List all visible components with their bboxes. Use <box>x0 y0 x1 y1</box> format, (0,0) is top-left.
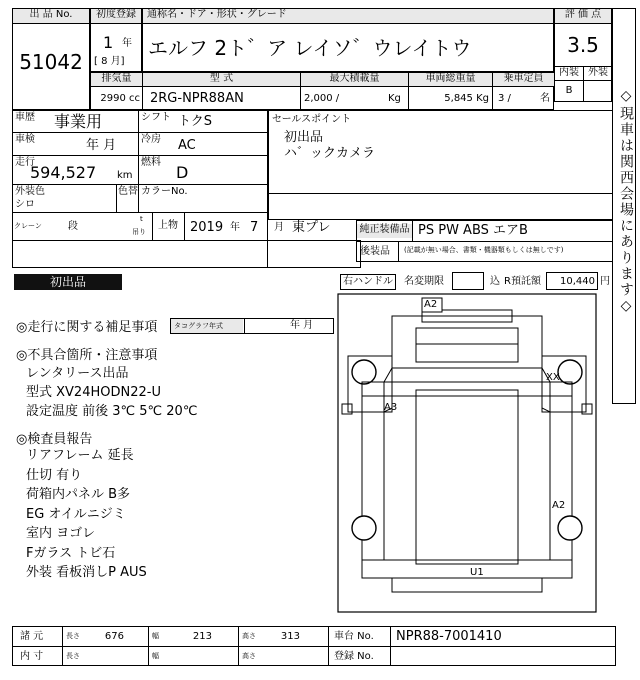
inspector-note-line: EG オイルニジミ <box>26 506 126 522</box>
interior-grade-label: 内装 <box>559 67 579 78</box>
width-label: 幅 <box>152 632 159 640</box>
recycle-included-label: 込 <box>490 276 500 287</box>
sales-points-cell <box>268 110 612 220</box>
damage-mark-a2-top: A2 <box>424 299 438 310</box>
sales-point-1: 初出品 <box>284 130 324 145</box>
sales-points-label: セールスポイント <box>272 114 352 125</box>
dimensions-label: 諸 元 <box>20 631 44 642</box>
defect-line: 型式 XV24HODN22-U <box>26 385 161 400</box>
history: 事業用 <box>54 112 103 131</box>
inner-height-label: 高さ <box>242 652 256 660</box>
history-label: 車歴 <box>15 112 35 123</box>
rating-label: 評 価 点 <box>555 9 611 23</box>
inspector-note-line: リアフレーム 延長 <box>26 448 134 463</box>
body-label: 上物 <box>158 220 178 231</box>
exterior-grade-label: 外装 <box>588 67 608 78</box>
gross-weight-label: 車両総重量 <box>409 73 492 86</box>
capacity-unit: 名 <box>540 93 550 104</box>
inspection-label: 車検 <box>15 134 35 145</box>
body-maker: 東プレ <box>292 220 331 235</box>
capacity: 3 / <box>498 93 511 104</box>
inner-width-label: 幅 <box>152 652 159 660</box>
inner-dimensions-label: 内 寸 <box>20 651 44 662</box>
inspection: 年 月 <box>86 138 117 153</box>
color-change-label: 色替 <box>118 186 138 197</box>
inspector-note-line: 荷箱内パネル B多 <box>26 487 131 502</box>
inner-length-label: 長さ <box>66 652 80 660</box>
recycle-deposit: 10,440 <box>560 276 595 287</box>
genuine-equipment: PS PW ABS エアB <box>418 223 528 238</box>
registration-number-label: 登録 No. <box>334 651 374 662</box>
body-month: 7 <box>250 220 259 235</box>
first-registration-year: 1 <box>103 33 114 52</box>
damage-mark-u1: U1 <box>470 567 484 578</box>
damage-mark-xx: XX <box>546 372 560 383</box>
shift: トクS <box>178 114 212 129</box>
color-number-label: カラーNo. <box>141 186 188 197</box>
chassis-number: NPR88-7001410 <box>396 629 502 644</box>
genuine-equipment-label: 純正装備品 <box>357 224 412 238</box>
first-registration-month: [ 8 月] <box>94 56 125 67</box>
body-month-unit: 月 <box>274 222 284 233</box>
length: 676 <box>104 631 124 642</box>
inspector-note-line: 室内 ヨゴレ <box>26 526 96 541</box>
info-grid <box>12 110 268 268</box>
exterior-color-label: 外装色 <box>15 186 45 197</box>
aftermarket-label: 後装品 <box>360 246 390 257</box>
crane-stages-label: 段 <box>68 221 78 232</box>
ac-label: 冷房 <box>141 134 161 145</box>
recycle-deposit-unit: 円 <box>600 276 610 287</box>
vehicle-damage-diagram <box>336 292 600 614</box>
max-load-unit: Kg <box>388 93 401 104</box>
defect-line: 設定温度 前後 3℃ 5℃ 20℃ <box>26 404 198 419</box>
model-code: 2RG-NPR88AN <box>150 91 244 106</box>
body-year-unit: 年 <box>230 222 240 233</box>
name-change-deadline-label: 名変期限 <box>404 276 444 287</box>
height-label: 高さ <box>242 632 256 640</box>
mileage-label: 走行 <box>15 157 35 168</box>
max-load: 2,000 / <box>304 93 340 104</box>
right-handle: 右ハンドル <box>343 276 393 287</box>
crane-lift-label: 吊り <box>132 228 146 236</box>
inspector-label: ◎検査員報告 <box>16 432 93 447</box>
fuel: D <box>176 163 189 182</box>
inspector-note-line: 仕切 有り <box>26 467 83 483</box>
displacement: 2990 cc <box>100 93 140 104</box>
capacity-label: 乗車定員 <box>493 73 554 86</box>
length-label: 長さ <box>66 632 80 640</box>
tachograph-label: タコグラフ年式 <box>171 319 243 333</box>
crane-label: クレーン <box>14 222 42 230</box>
model-name-label: 通称名・ドア・形状・グレード <box>143 9 553 23</box>
mileage: 594,527 <box>30 163 97 182</box>
mileage-unit: km <box>117 170 133 181</box>
model-code-label: 型 式 <box>143 73 300 86</box>
inspector-note-line: 外装 看板消しP AUS <box>26 565 147 580</box>
gross-weight: 5,845 Kg <box>444 93 489 104</box>
body-date-row <box>268 240 361 268</box>
first-registration-year-unit: 年 <box>122 38 132 49</box>
lot-number-label: 出 品 No. <box>13 9 89 23</box>
tachograph-year: 年 月 <box>290 320 314 331</box>
model-name: エルフ 2ト゛ア レイソ゛ウレイトウ <box>148 36 472 60</box>
lot-number: 51042 <box>19 50 83 74</box>
driving-remarks-label: ◎走行に関する補足事項 <box>16 320 158 335</box>
rating-score: 3.5 <box>567 33 599 57</box>
defect-line: レンタリース出品 <box>26 366 129 381</box>
width: 213 <box>192 631 212 642</box>
displacement-label: 排気量 <box>91 73 142 86</box>
damage-mark-a2-right: A2 <box>552 500 566 511</box>
interior-grade: B <box>565 85 573 96</box>
first-listing-banner: 初出品 <box>14 274 122 290</box>
fuel-label: 燃料 <box>141 157 161 168</box>
first-registration-label: 初度登録 <box>91 9 141 23</box>
inspector-note-line: Fガラス トビ石 <box>26 545 116 561</box>
max-load-label: 最大積載量 <box>301 73 408 86</box>
side-notice: ◇現車は関西会場にあります◇ <box>618 88 634 316</box>
ac: AC <box>178 138 196 153</box>
crane-ton-label: t <box>140 215 143 223</box>
aftermarket-note: (記載が無い場合、書類・機器類もしくは無しです) <box>404 246 564 254</box>
recycle-deposit-label: R預託額 <box>504 276 541 287</box>
shift-label: シフト <box>141 112 171 123</box>
body-year: 2019 <box>190 220 224 235</box>
damage-mark-a3: A3 <box>384 402 398 413</box>
name-change-deadline-box <box>452 272 484 290</box>
sales-point-2: ハ゛ックカメラ <box>284 146 376 161</box>
exterior-color: シロ <box>15 199 35 210</box>
chassis-number-label: 車台 No. <box>334 631 374 642</box>
height: 313 <box>280 631 300 642</box>
defects-label: ◎不具合箇所・注意事項 <box>16 348 158 363</box>
